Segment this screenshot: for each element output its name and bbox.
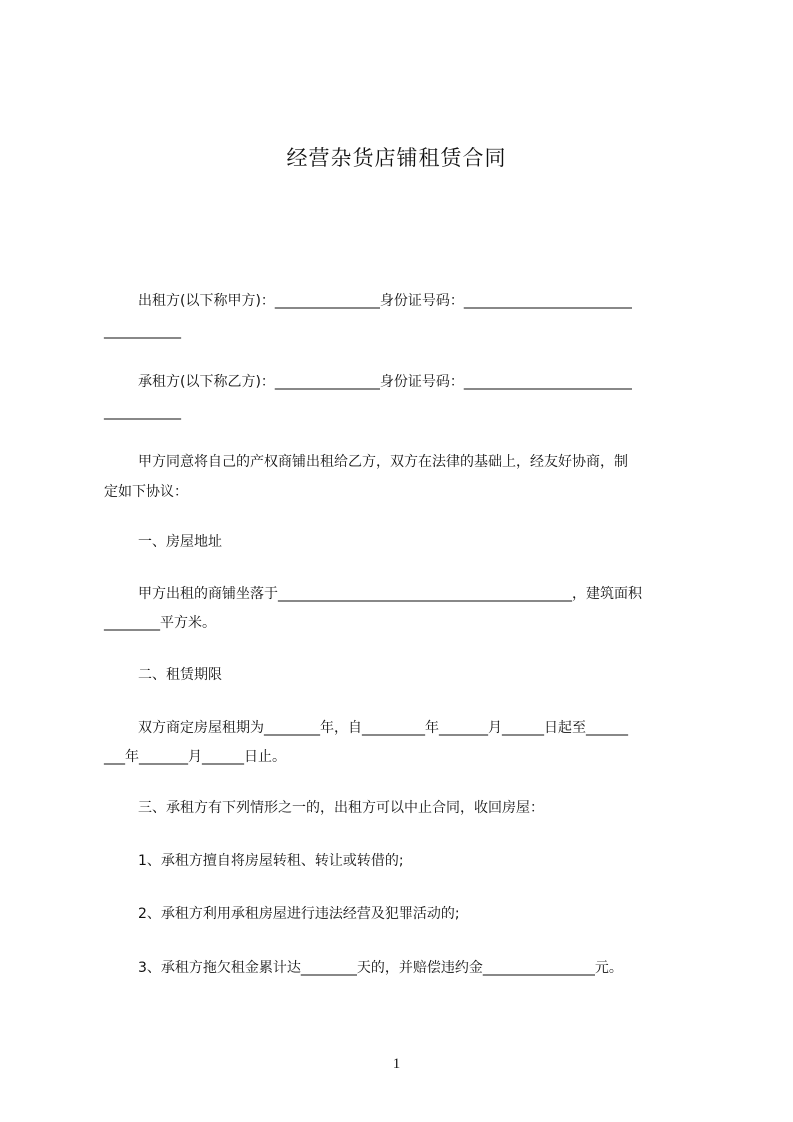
lessee-line: 承租方(以下称乙方)：_______________身份证号码：________________________ [138,374,632,390]
clause-2: 2、承租方利用承租房屋进行违法经营及犯罪活动的; [138,906,460,922]
lessee-line-continuation: ___________ [104,404,181,420]
term-line: 双方商定房屋租期为________年，自_________年_______月______日起至______ [138,720,628,736]
section-1-heading: 一、房屋地址 [138,534,222,550]
intro-paragraph-line: 甲方同意将自己的产权商铺出租给乙方，双方在法律的基础上，经友好协商，制 [138,454,628,470]
lessor-line-continuation: ___________ [104,323,181,339]
section-2-heading: 二、租赁期限 [138,667,222,683]
intro-paragraph-continuation: 定如下协议： [104,484,188,500]
clause-1: 1、承租方擅自将房屋转租、转让或转借的; [138,853,404,869]
document-title: 经营杂货店铺租赁合同 [286,146,507,170]
section-3-heading: 三、承租方有下列情形之一的，出租方可以中止合同，收回房屋： [138,800,544,816]
lessor-line: 出租方(以下称甲方)：_______________身份证号码：________________________ [138,293,632,309]
address-line-continuation: ________平方米。 [104,615,216,631]
address-line: 甲方出租的商铺坐落于__________________________________________，建筑面积 [138,586,642,602]
term-line-continuation: ___年_______月______日止。 [104,749,286,765]
page-number: 1 [392,1056,401,1072]
clause-3: 3、承租方拖欠租金累计达________天的，并赔偿违约金________________元。 [138,960,623,976]
